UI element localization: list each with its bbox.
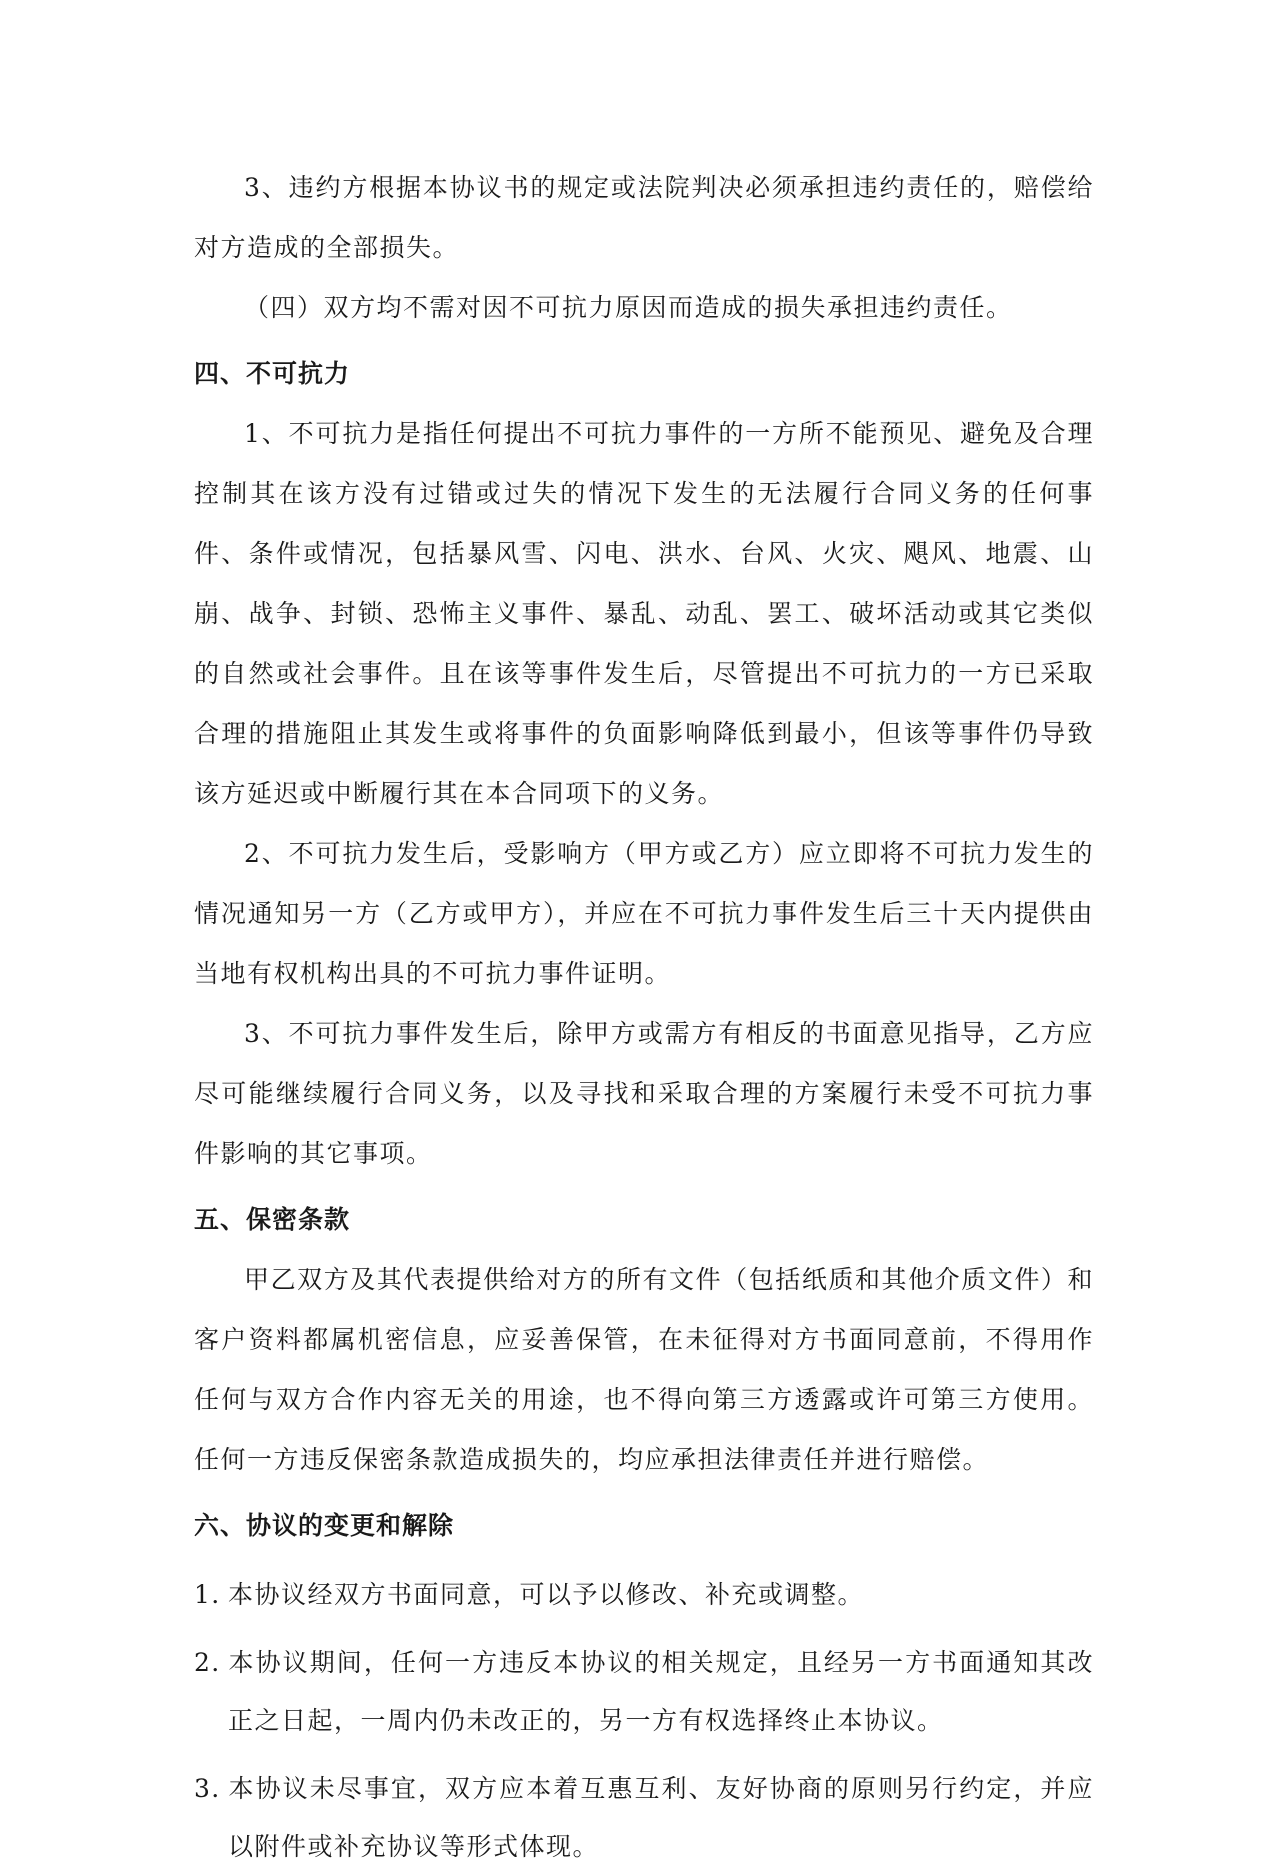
- document-body: [194, 158, 1094, 1876]
- list-number: 1．: [194, 1580, 238, 1609]
- section-4-item-2: 2、不可抗力发生后，受影响方（甲方或乙方）应立即将不可抗力发生的情况通知另一方（乙方或甲方），并应在不可抗力事件发生后三十天内提供由当地有权机构出具的不可抗力事件证明。: [194, 839, 1094, 988]
- list-text: 本协议期间，任何一方违反本协议的相关规定，且经另一方书面通知其改正之日起，一周内仍未改正的，另一方有权选择终止本协议。: [228, 1648, 1094, 1735]
- list-text: 本协议未尽事宜，双方应本着互惠互利、友好协商的原则另行约定，并应以附件或补充协议等形式体现。: [228, 1774, 1094, 1861]
- clause-3-3: 3、违约方根据本协议书的规定或法院判决必须承担违约责任的，赔偿给对方造成的全部损失。: [194, 173, 1094, 262]
- section-4-item-3: 3、不可抗力事件发生后，除甲方或需方有相反的书面意见指导，乙方应尽可能继续履行合同义务，以及寻找和采取合理的方案履行未受不可抗力事件影响的其它事项。: [194, 1019, 1094, 1168]
- section-6-item-2: [194, 1634, 1094, 1750]
- list-number: 2．: [194, 1648, 238, 1677]
- section-6-item-1: [194, 1566, 1094, 1624]
- clause-3-4: （四）双方均不需对因不可抗力原因而造成的损失承担违约责任。: [244, 293, 1013, 322]
- section-5-heading: 五、保密条款: [194, 1205, 351, 1234]
- section-4-item-1: 1、不可抗力是指任何提出不可抗力事件的一方所不能预见、避免及合理控制其在该方没有过错或过失的情况下发生的无法履行合同义务的任何事件、条件或情况，包括暴风雪、闪电、洪水、台风、火灾、飓风、地震、山崩、战争、封锁、恐怖主义事件、暴乱、动乱、罢工、破坏活动或其它类似的自然或社会事件。且在该等事件发生后，尽管提出不可抗力的一方已采取合理的措施阻止其发生或将事件的负面影响降低到最小，但该等事件仍导致该方延迟或中断履行其在本合同项下的义务。: [194, 419, 1094, 808]
- list-number: 3．: [194, 1774, 238, 1803]
- list-text: 本协议经双方书面同意，可以予以修改、补充或调整。: [228, 1580, 865, 1609]
- section-4-heading: 四、不可抗力: [194, 359, 351, 388]
- section-6-item-3: [194, 1760, 1094, 1876]
- section-5-text: 甲乙双方及其代表提供给对方的所有文件（包括纸质和其他介质文件）和客户资料都属机密信息，应妥善保管，在未征得对方书面同意前，不得用作任何与双方合作内容无关的用途，也不得向第三方透露或许可第三方使用。任何一方违反保密条款造成损失的，均应承担法律责任并进行赔偿。: [194, 1265, 1094, 1474]
- section-6-heading: 六、协议的变更和解除: [194, 1511, 455, 1540]
